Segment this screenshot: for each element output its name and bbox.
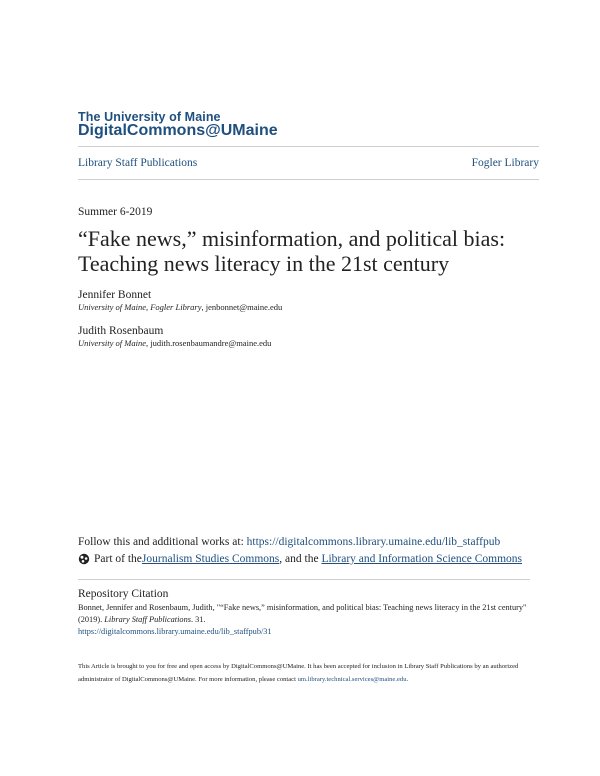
footer-email-link[interactable]: um.library.technical.services@maine.edu [297, 676, 407, 683]
citation-heading: Repository Citation [78, 588, 169, 600]
citation-journal: Library Staff Publications [104, 615, 191, 624]
publication-date: Summer 6-2019 [78, 206, 153, 218]
journalism-commons-link[interactable]: Journalism Studies Commons [141, 553, 280, 565]
part-of-line [78, 553, 522, 565]
header-rule [78, 179, 539, 180]
follow-prefix: Follow this and additional works at: [78, 536, 247, 548]
part-of-prefix: Part of the [94, 553, 142, 565]
affiliation-text: University of Maine, Fogler Library [78, 302, 202, 312]
citation-url-link[interactable]: https://digitalcommons.library.umaine.edu/lib_staffpub/31 [78, 627, 272, 636]
follow-line [78, 536, 500, 548]
author-affiliation [78, 302, 282, 312]
university-name: The University of Maine [78, 110, 221, 124]
library-science-commons-link[interactable]: Library and Information Science Commons [321, 553, 522, 565]
author-block-1 [78, 289, 282, 312]
citation-number: . 31. [190, 615, 206, 624]
part-of-middle: , and the [279, 553, 322, 565]
citation-rule [78, 579, 530, 580]
repository-name[interactable]: DigitalCommons@UMaine [78, 122, 278, 139]
network-icon [78, 553, 90, 565]
article-title [78, 226, 548, 276]
follow-url-link[interactable]: https://digitalcommons.library.umaine.edu/lib_staffpub [246, 536, 501, 548]
author-block-2 [78, 325, 271, 348]
footer-end: . [406, 676, 409, 683]
citation-body [78, 602, 538, 638]
citation-text: Bonnet, Jennifer and Rosenbaum, Judith, "“Fake news,” misinformation, and political bias: Teaching news literacy in the 21st century" (2019). [78, 603, 527, 624]
title-line-2: Teaching news literacy in the 21st century [78, 251, 450, 276]
author-affiliation [78, 338, 271, 348]
top-rule [78, 146, 539, 147]
author-email[interactable]: , jenbonnet@maine.edu [201, 302, 283, 312]
title-line-1: “Fake news,” misinformation, and political bias: [78, 226, 506, 251]
footer-notice [78, 660, 548, 686]
author-email[interactable]: , judith.rosenbaumandre@maine.edu [145, 338, 272, 348]
collection-link[interactable]: Library Staff Publications [78, 157, 198, 169]
affiliation-text: University of Maine [78, 338, 146, 348]
author-name: Judith Rosenbaum [78, 325, 164, 337]
author-name: Jennifer Bonnet [78, 289, 152, 301]
footer-text: This Article is brought to you for free and open access by DigitalCommons@UMaine. It has been accepted for inclusion in Library Staff Publications by an authorized administrator of DigitalCommons@UMaine. For more information, please contact [78, 663, 519, 683]
library-link[interactable]: Fogler Library [471, 157, 539, 169]
